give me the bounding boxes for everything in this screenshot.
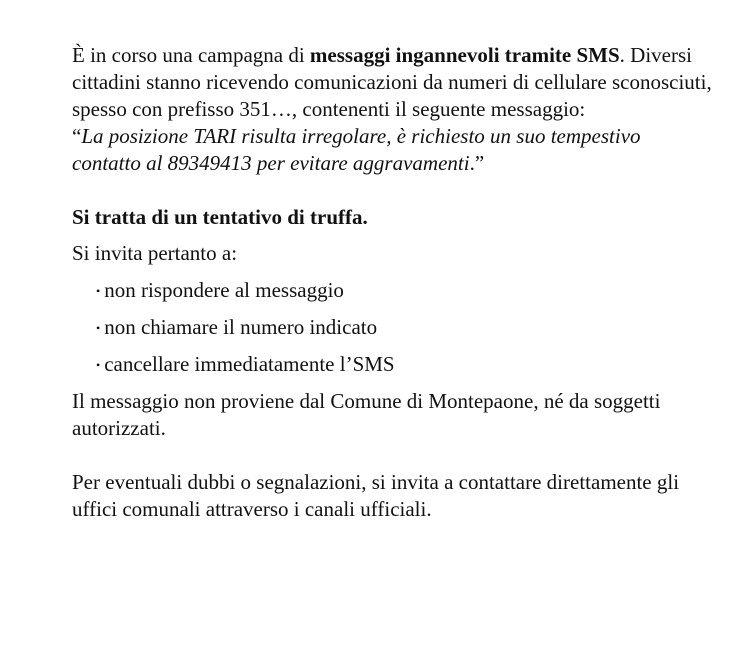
invite-line: Si invita pertanto a:: [72, 241, 238, 265]
list-item: [96, 314, 712, 341]
quote-close-mark: .”: [469, 151, 485, 175]
action-text: non chiamare il numero indicato: [104, 315, 378, 339]
list-item: [96, 277, 712, 304]
action-list: [72, 277, 712, 378]
action-text: non rispondere al messaggio: [104, 278, 344, 302]
intro-text-start: È in corso una campagna di: [72, 43, 310, 67]
quote-open-mark: “: [72, 124, 82, 148]
intro-highlight: messaggi ingannevoli tramite SMS: [309, 43, 620, 67]
intro-paragraph: [72, 42, 712, 123]
sms-quote: [72, 123, 712, 177]
scam-warning: Si tratta di un tentativo di truffa.: [72, 205, 368, 229]
intro-text-end: . Diversi cittadini stanno ricevendo comunicazioni da numeri di cellulare sconosciuti, spesso con prefisso 351…, contenenti il seguente messaggio:: [72, 43, 712, 121]
contact-paragraph: Per eventuali dubbi o segnalazioni, si invita a contattare direttamente gli uffici comunali attraverso i canali ufficiali.: [72, 470, 680, 521]
bullet-icon: •: [96, 321, 101, 335]
bullet-icon: •: [96, 358, 101, 372]
list-item: [96, 351, 712, 378]
disclaimer-paragraph: Il messaggio non proviene dal Comune di Montepaone, né da soggetti autorizzati.: [72, 389, 661, 440]
bullet-icon: •: [96, 284, 101, 298]
action-text: cancellare immediatamente l’SMS: [104, 352, 395, 376]
quote-text: La posizione TARI risulta irregolare, è richiesto un suo tempestivo contatto al 89349413 per evitare aggravamenti: [72, 124, 641, 175]
notice-body: [72, 42, 712, 523]
